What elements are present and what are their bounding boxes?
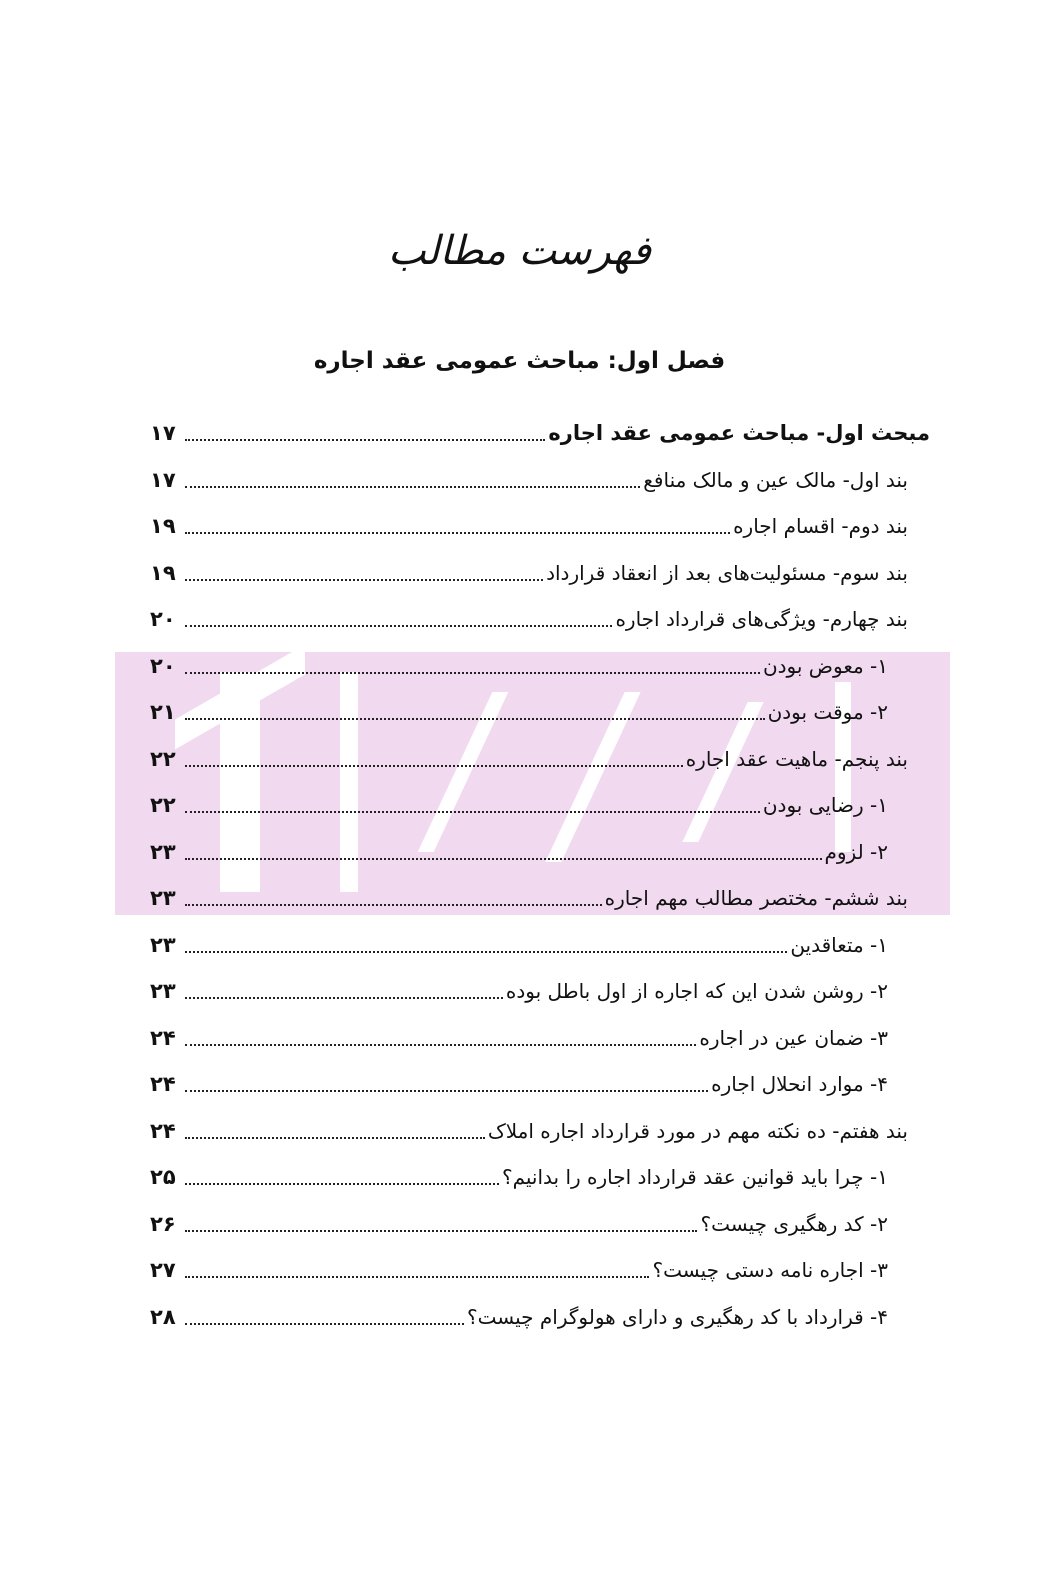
toc-entry-title: ۲- کد رهگیری چیست؟	[700, 1211, 888, 1236]
toc-entry[interactable]	[150, 550, 940, 597]
toc-entry[interactable]	[150, 736, 940, 783]
toc-entry-page: ۲۷	[150, 1258, 176, 1283]
toc-entry-page: ۲۰	[150, 607, 176, 632]
toc-entry-page: ۲۵	[150, 1165, 176, 1190]
dot-leader	[185, 844, 822, 860]
dot-leader	[185, 1169, 499, 1185]
toc-entry[interactable]	[150, 829, 940, 876]
toc-entry-title: ۳- ضمان عین در اجاره	[699, 1025, 888, 1050]
toc-entry-page: ۲۴	[150, 1118, 176, 1143]
toc-entry-title: بند اول- مالک عین و مالک منافع	[643, 467, 908, 492]
toc-entry-title: بند چهارم- ویژگی‌های قرارداد اجاره	[615, 607, 908, 632]
dot-leader	[185, 1216, 697, 1232]
toc-entry-title: ۲- لزوم	[824, 839, 888, 864]
dot-leader	[185, 658, 760, 674]
toc-entry-title: ۴- موارد انحلال اجاره	[711, 1072, 888, 1097]
toc-entry[interactable]	[150, 410, 940, 457]
dot-leader	[185, 983, 503, 999]
toc-entry-title: ۲- موقت بودن	[767, 700, 888, 725]
toc-entry-title: مبحث اول- مباحث عمومی عقد اجاره	[548, 421, 930, 446]
dot-leader	[185, 518, 730, 534]
dot-leader	[185, 704, 765, 720]
toc-entry-title: ۳- اجاره نامه دستی چیست؟	[652, 1258, 888, 1283]
toc-entry-page: ۲۳	[150, 979, 176, 1004]
page-title: فهرست مطالب	[387, 228, 652, 274]
toc-entry[interactable]	[150, 1061, 940, 1108]
table-of-contents	[150, 410, 940, 1340]
toc-entry-page: ۱۷	[150, 467, 176, 492]
toc-entry-page: ۲۲	[150, 793, 176, 818]
toc-entry-title: بند سوم- مسئولیت‌های بعد از انعقاد قرارداد	[546, 560, 908, 585]
toc-entry[interactable]	[150, 457, 940, 504]
dot-leader	[185, 1309, 464, 1325]
toc-entry-page: ۲۸	[150, 1304, 176, 1329]
toc-entry[interactable]	[150, 875, 940, 922]
toc-entry[interactable]	[150, 1201, 940, 1248]
dot-leader	[185, 425, 545, 441]
dot-leader	[185, 1262, 649, 1278]
toc-entry-page: ۲۳	[150, 886, 176, 911]
dot-leader	[185, 1030, 696, 1046]
toc-entry-title: بند دوم- اقسام اجاره	[733, 514, 908, 539]
toc-entry-title: بند پنجم- ماهیت عقد اجاره	[685, 746, 908, 771]
toc-entry[interactable]	[150, 1108, 940, 1155]
toc-entry-page: ۱۹	[150, 560, 176, 585]
toc-entry-title: ۲- روشن شدن این که اجاره از اول باطل بوده	[505, 979, 888, 1004]
toc-entry[interactable]	[150, 596, 940, 643]
chapter-heading: فصل اول: مباحث عمومی عقد اجاره	[313, 348, 726, 374]
dot-leader	[185, 797, 760, 813]
toc-entry-title: ۱- متعاقدین	[790, 932, 888, 957]
dot-leader	[185, 611, 612, 627]
toc-entry[interactable]	[150, 689, 940, 736]
toc-entry[interactable]	[150, 1154, 940, 1201]
toc-entry-page: ۲۴	[150, 1025, 176, 1050]
toc-entry-page: ۲۳	[150, 932, 176, 957]
toc-entry[interactable]	[150, 782, 940, 829]
toc-entry-page: ۱۷	[150, 421, 176, 446]
toc-entry-title: ۱- چرا باید قوانین عقد قرارداد اجاره را بدانیم؟	[501, 1165, 888, 1190]
toc-entry-page: ۲۰	[150, 653, 176, 678]
toc-entry[interactable]	[150, 968, 940, 1015]
dot-leader	[185, 937, 787, 953]
toc-entry-page: ۲۱	[150, 700, 176, 725]
toc-entry[interactable]	[150, 1015, 940, 1062]
toc-entry-page: ۲۴	[150, 1072, 176, 1097]
dot-leader	[185, 751, 683, 767]
toc-entry-page: ۲۶	[150, 1211, 176, 1236]
toc-entry[interactable]	[150, 922, 940, 969]
toc-entry[interactable]	[150, 1294, 940, 1341]
toc-entry-page: ۱۹	[150, 514, 176, 539]
toc-entry-title: بند هفتم- ده نکته مهم در مورد قرارداد اجاره املاک	[487, 1118, 908, 1143]
dot-leader	[185, 1076, 708, 1092]
dot-leader	[185, 565, 543, 581]
toc-entry-title: ۱- معوض بودن	[762, 653, 888, 678]
toc-entry-page: ۲۲	[150, 746, 176, 771]
dot-leader	[185, 472, 640, 488]
dot-leader	[185, 890, 602, 906]
toc-entry-title: ۴- قرارداد با کد رهگیری و دارای هولوگرام چیست؟	[467, 1304, 888, 1329]
toc-entry-title: ۱- رضایی بودن	[762, 793, 888, 818]
toc-entry[interactable]	[150, 503, 940, 550]
toc-entry-page: ۲۳	[150, 839, 176, 864]
toc-entry[interactable]	[150, 643, 940, 690]
toc-entry[interactable]	[150, 1247, 940, 1294]
dot-leader	[185, 1123, 485, 1139]
toc-entry-title: بند ششم- مختصر مطالب مهم اجاره	[604, 886, 908, 911]
